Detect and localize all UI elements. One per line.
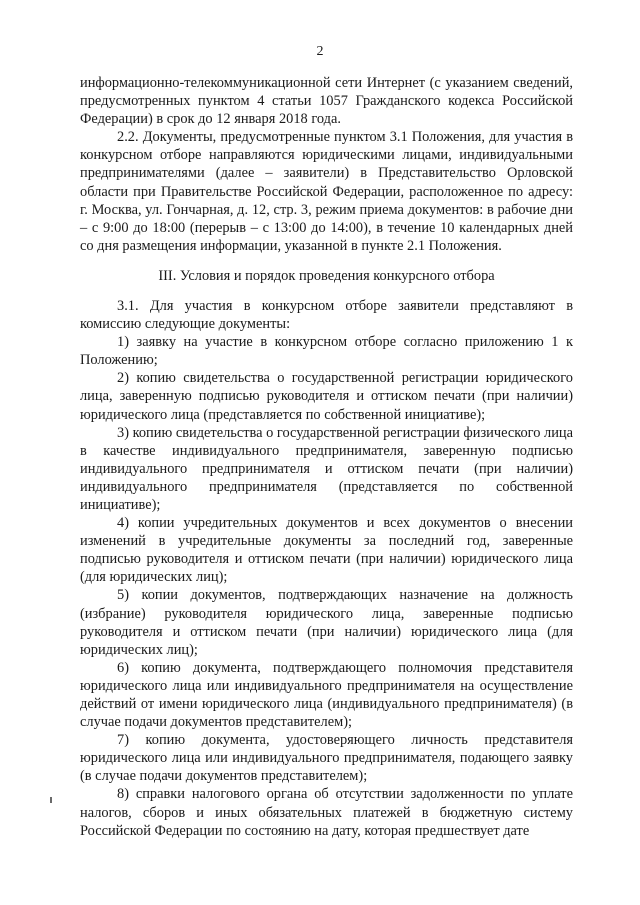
list-item: 1) заявку на участие в конкурсном отборе согласно приложению 1 к Положению; bbox=[80, 334, 573, 369]
list-item: 4) копии учредительных документов и всех документов о внесении изменений в учредительные документы за последний год, заверенные подписью руководителя и оттиском печати (при наличии) юридического лица (для юридических лиц); bbox=[80, 515, 573, 586]
paragraph-3-1-intro: 3.1. Для участия в конкурсном отборе заявители представляют в комиссию следующие документы: bbox=[80, 297, 573, 333]
list-item: 7) копию документа, удостоверяющего личность представителя юридического лица или индивидуального предпринимателя, подающего заявку (в случае подачи документов представителем); bbox=[80, 732, 573, 785]
document-body bbox=[80, 74, 573, 840]
list-item: 6) копию документа, подтверждающего полномочия представителя юридического лица или индивидуального предпринимателя на осуществление действий от имени юридического лица (индивидуального предпринимателя) (в случае подачи документов представителем); bbox=[80, 659, 573, 731]
list-item: 2) копию свидетельства о государственной регистрации юридического лица, заверенную подписью руководителя и оттиском печати (при наличии) юридического лица (представляется по собственной инициативе); bbox=[80, 370, 573, 423]
list-item: 3) копию свидетельства о государственной регистрации физического лица в качестве индивидуального предпринимателя, заверенную подписью индивидуального предпринимателя и оттиском печати (при наличии) индивидуального предпринимателя (представляется по собственной инициативе); bbox=[80, 424, 573, 513]
paragraph-continuation: информационно-телекоммуникационной сети Интернет (с указанием сведений, предусмотренных пунктом 4 статьи 1057 Гражданского кодекса Российской Федерации) в срок до 12 января 2018 года. bbox=[80, 75, 573, 128]
margin-mark bbox=[50, 797, 52, 803]
document-list bbox=[80, 333, 573, 840]
paragraph-2-2: 2.2. Документы, предусмотренные пунктом 3.1 Положения, для участия в конкурсном отборе направляются юридическими лицами, индивидуальными предпринимателями (далее – заявители) в Представительство Орловской области при Правительстве Российской Федерации, расположенное по адресу: г. Москва, ул. Гончарная, д. 12, стр. 3, режим приема документов: в рабочие дни – с 9:00 до 18:00 (перерыв – с 13:00 до 14:00), в течение 10 календарных дней со дня размещения информации, указанной в пункте 2.1 Положения. bbox=[80, 129, 573, 254]
list-item: 8) справки налогового органа об отсутствии задолженности по уплате налогов, сборов и иных обязательных платежей в бюджетную систему Российской Федерации по состоянию на дату, которая предшествует дате bbox=[80, 786, 573, 839]
page-number: 2 bbox=[316, 44, 324, 59]
section-heading: III. Условия и порядок проведения конкурсного отбора bbox=[158, 267, 495, 284]
list-item: 5) копии документов, подтверждающих назначение на должность (избрание) руководителя юридического лица, заверенные подписью руководителя и оттиском печати (при наличии) юридического лица (для юридических лиц); bbox=[80, 587, 573, 658]
